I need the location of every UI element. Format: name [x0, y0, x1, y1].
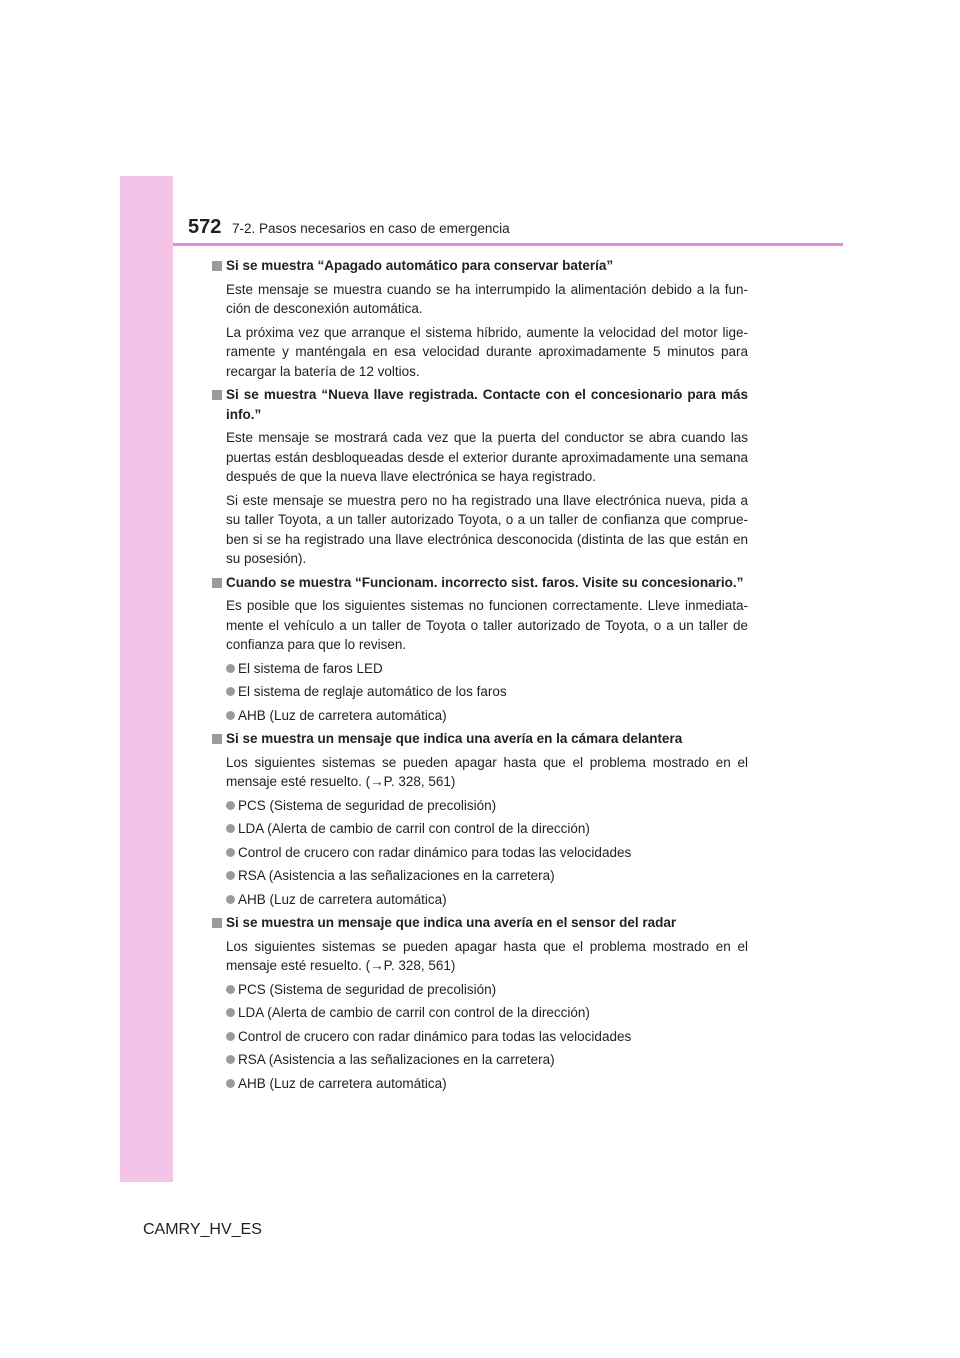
round-bullet-icon — [226, 711, 235, 720]
body-paragraph: La próxima vez que arranque el sistema híbrido, aumente la velocidad del motor ligeramente y manténgala en esa velocidad durante aproximadamente 5 minutos para recargar la batería de 12 voltios. — [226, 324, 748, 379]
square-bullet-icon — [212, 918, 222, 928]
chapter-side-band — [120, 176, 173, 1182]
chapter-title: 7-2. Pasos necesarios en caso de emergencia — [232, 221, 510, 236]
model-code: CAMRY_HV_ES — [143, 1221, 262, 1238]
list-item-text: AHB (Luz de carretera automática) — [238, 707, 447, 723]
section-heading-text: Si se muestra un mensaje que indica una avería en el sensor del radar — [226, 915, 677, 930]
section-heading-text: Cuando se muestra “Funcionam. incorrecto sist. faros. Visite su concesionario.” — [226, 574, 744, 590]
list-item-text: RSA (Asistencia a las señalizaciones en la carretera) — [238, 1052, 555, 1067]
round-bullet-icon — [226, 895, 235, 904]
list-item — [208, 706, 748, 726]
list-item — [208, 659, 748, 679]
list-item-text: El sistema de reglaje automático de los faros — [238, 684, 507, 699]
list-item — [208, 796, 748, 816]
body-paragraph: Los siguientes sistemas se pueden apagar hasta que el problema mostrado en el mensaje esté resuelto. (→P. 328, 561) — [226, 754, 748, 789]
list-item-text: El sistema de faros LED — [238, 660, 383, 676]
list-item-text: PCS (Sistema de seguridad de precolisión) — [238, 797, 497, 813]
header-rule — [173, 243, 843, 246]
round-bullet-icon — [226, 824, 235, 833]
list-item — [208, 1050, 748, 1070]
round-bullet-icon — [226, 985, 235, 994]
square-bullet-icon — [212, 734, 222, 744]
list-item — [208, 819, 748, 839]
square-bullet-icon — [212, 261, 222, 271]
body-paragraph: Es posible que los siguientes sistemas no funcionen correctamente. Lleve inmediatamente el vehículo a un taller de Toyota o taller autorizado de Toyota, o a un taller de confianza para que lo revisen. — [226, 598, 748, 652]
body-paragraph: Este mensaje se muestra cuando se ha interrumpido la alimentación debido a la función de desconexión automática. — [226, 281, 748, 316]
body-paragraph: Los siguientes sistemas se pueden apagar hasta que el problema mostrado en el mensaje esté resuelto. (→P. 328, 561) — [226, 938, 748, 973]
round-bullet-icon — [226, 1055, 235, 1064]
section-heading-text: Si se muestra “Nueva llave registrada. Contacte con el concesionario para más info.” — [226, 387, 748, 422]
round-bullet-icon — [226, 687, 235, 696]
list-item-text: AHB (Luz de carretera automática) — [238, 891, 447, 907]
list-item — [208, 866, 748, 886]
list-item — [208, 682, 748, 702]
section-heading — [208, 256, 748, 276]
page-number: 572 — [188, 216, 222, 238]
list-item — [208, 1074, 748, 1094]
round-bullet-icon — [226, 664, 235, 673]
list-item-text: AHB (Luz de carretera automática) — [238, 1075, 447, 1091]
section-heading-text: Si se muestra un mensaje que indica una avería en la cámara delantera — [226, 731, 683, 746]
list-item-text: LDA (Alerta de cambio de carril con control de la dirección) — [238, 821, 590, 836]
list-item — [208, 1027, 748, 1047]
list-item-text: Control de crucero con radar dinámico para todas las velocidades — [238, 1028, 632, 1044]
section-heading — [208, 385, 748, 424]
round-bullet-icon — [226, 1032, 235, 1041]
section-heading — [208, 573, 748, 593]
round-bullet-icon — [226, 871, 235, 880]
list-item-text: Control de crucero con radar dinámico para todas las velocidades — [238, 844, 632, 860]
list-item-text: LDA (Alerta de cambio de carril con control de la dirección) — [238, 1005, 590, 1020]
list-item — [208, 1003, 748, 1023]
section-heading-text: Si se muestra “Apagado automático para conservar batería” — [226, 258, 614, 273]
round-bullet-icon — [226, 1008, 235, 1017]
list-item-text: RSA (Asistencia a las señalizaciones en la carretera) — [238, 868, 555, 883]
list-item — [208, 843, 748, 863]
section-heading — [208, 913, 748, 933]
page-content — [208, 252, 748, 1093]
square-bullet-icon — [212, 390, 222, 400]
round-bullet-icon — [226, 1079, 235, 1088]
list-item — [208, 890, 748, 910]
round-bullet-icon — [226, 848, 235, 857]
list-item — [208, 980, 748, 1000]
section-heading — [208, 729, 748, 749]
square-bullet-icon — [212, 578, 222, 588]
body-paragraph: Este mensaje se mostrará cada vez que la puerta del conductor se abra cuando las puertas están desbloqueadas desde el exterior durante aproximadamente una semana después de que la nueva llave electrónica se haya registrado. — [226, 430, 748, 484]
list-item-text: PCS (Sistema de seguridad de precolisión) — [238, 981, 497, 997]
round-bullet-icon — [226, 801, 235, 810]
body-paragraph: Si este mensaje se muestra pero no ha registrado una llave electrónica nueva, pida a su taller Toyota, a un taller autorizado Toyota, o a un taller de confianza que comprueben si se ha registrado una llave electrónica desconocida (distinta de las que están en su posesión). — [226, 492, 748, 566]
